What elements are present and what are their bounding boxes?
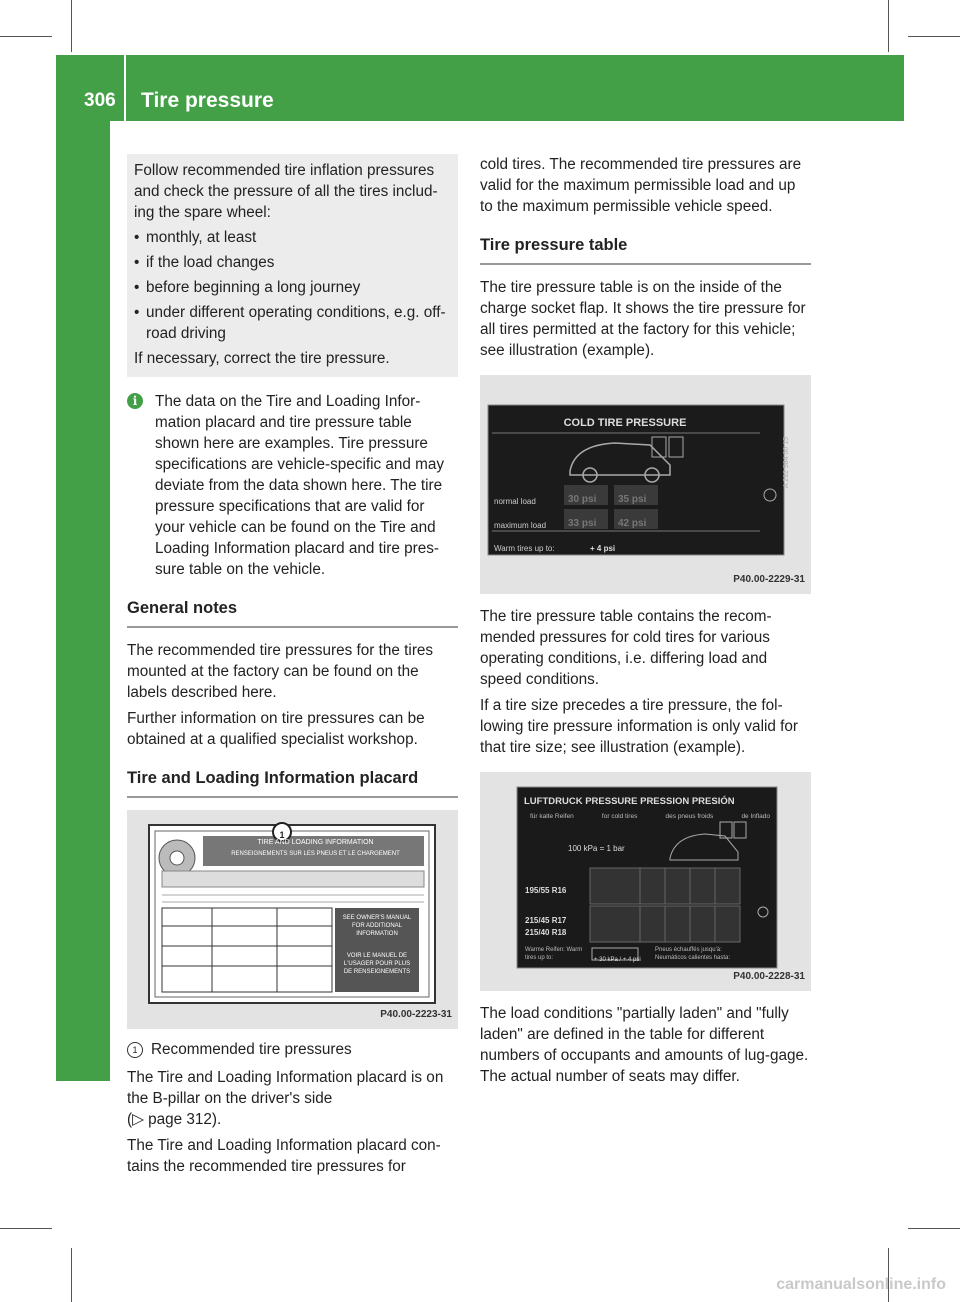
paragraph: If a tire size precedes a tire pressure, the fol-lowing tire pressure information is only valid for that tire size; see illustration (example). xyxy=(480,697,798,756)
page-title: Tire pressure xyxy=(141,89,274,112)
table-title: LUFTDRUCK PRESSURE PRESSION PRESIÓN xyxy=(524,796,735,807)
cold-tire-pressure-illustration xyxy=(480,375,811,594)
placard-title: TIRE AND LOADING INFORMATION xyxy=(257,839,374,846)
pressure-value: 33 psi xyxy=(568,518,597,529)
paragraph: The Tire and Loading Information placard is on the B-pillar on the driver's side xyxy=(127,1069,444,1107)
warm-label: Warme Reifen: Warm tires up to: xyxy=(525,947,583,961)
row-label: maximum load xyxy=(494,521,547,530)
info-note xyxy=(127,391,458,580)
paragraph: The load conditions "partially laden" and "fully laden" are defined in the table for different numbers of occupants and amounts of lug-gage. The actual number of seats may differ. xyxy=(480,1005,809,1085)
left-column xyxy=(127,154,458,1177)
box-outro: If necessary, correct the tire pressure. xyxy=(134,350,390,367)
pressure-value: 30 psi xyxy=(568,494,597,505)
box-intro: Follow recommended tire inflation pressures and check the pressure of all the tires includ-ing the spare wheel: xyxy=(134,162,438,221)
watermark-link[interactable]: carmanualsonline.info xyxy=(776,1276,946,1293)
paragraph: The Tire and Loading Information placard con-tains the recommended tire pressures for xyxy=(127,1137,441,1175)
figure-cold-tire-pressure xyxy=(480,375,811,594)
warm-tires-value: + 4 psi xyxy=(590,544,616,553)
tire-size: 195/55 R16 xyxy=(525,886,567,895)
reminder-box xyxy=(127,154,458,377)
paragraph: The tire pressure table contains the recom-mended pressures for cold tires for various operating conditions, i.e. differing load and speed conditions. xyxy=(480,608,772,688)
figure-code: P40.00-2223-31 xyxy=(380,1009,452,1020)
side-tab-label: Wheels and tires xyxy=(82,581,107,756)
table-title: COLD TIRE PRESSURE xyxy=(563,417,687,429)
list-item: • monthly, at least xyxy=(134,227,451,248)
crop-mark xyxy=(0,36,52,37)
figure-code: P40.00-2228-31 xyxy=(733,971,805,982)
figure-luftdruck-table xyxy=(480,772,811,991)
page-reference[interactable]: (▷ page 312). xyxy=(127,1111,222,1128)
placard-title-fr: RENSEIGNEMENTS SUR LES PNEUS ET LE CHARGEMENT xyxy=(231,851,400,857)
subtitle-de: für kalte Reifen xyxy=(530,813,574,820)
subtitle-en: for cold tires xyxy=(601,813,638,820)
page-number: 306 xyxy=(84,90,116,111)
callout-1: 1 xyxy=(279,830,285,840)
subtitle-es: de Inflado xyxy=(741,813,770,820)
placard-side-text-fr: VOIR LE MANUEL DE L'USAGER POUR PLUS DE RENSEIGNEMENTS xyxy=(343,953,411,975)
warm-label-fr: Pneus échauffés jusqu'à: Neumáticos calientes hasta: xyxy=(655,947,731,961)
paragraph: Further information on tire pressures can be obtained at a qualified specialist workshop. xyxy=(127,710,425,748)
figure-legend xyxy=(127,1039,458,1060)
header-separator xyxy=(124,55,126,121)
figure-code: P40.00-2229-31 xyxy=(733,574,805,585)
subtitle-fr: des pneus froids xyxy=(665,813,714,820)
list-item: • before beginning a long journey xyxy=(134,277,451,298)
section-heading-general-notes: General notes xyxy=(127,598,458,628)
section-heading-table: Tire pressure table xyxy=(480,235,811,265)
crop-mark xyxy=(0,1228,52,1229)
crop-mark xyxy=(71,0,72,52)
list-item: • if the load changes xyxy=(134,252,451,273)
tire-size: 215/40 R18 xyxy=(525,928,567,937)
crop-mark xyxy=(908,36,960,37)
info-note-text: The data on the Tire and Loading Infor-mation placard and tire pressure table shown here are examples. Tire pressure specifications are vehicle-specific and may deviate from the data shown here. The tire pressure specifications that are valid for your vehicle can be found on the Tire and Loading Information placard and tire pres-sure table on the vehicle. xyxy=(155,393,445,578)
figure-placard xyxy=(127,810,458,1029)
legend-text: Recommended tire pressures xyxy=(151,1041,352,1058)
pressure-value: 35 psi xyxy=(618,494,647,505)
row-label: normal load xyxy=(494,497,536,506)
callout-marker: 1 xyxy=(127,1042,143,1058)
row-label: Warm tires up to: xyxy=(494,544,555,553)
pressure-value: 42 psi xyxy=(618,518,647,529)
paragraph: cold tires. The recommended tire pressures are valid for the maximum permissible load and up to the maximum permissible vehicle speed. xyxy=(480,156,802,215)
kpa-conversion: 100 kPa = 1 bar xyxy=(568,844,625,853)
part-number: A 292 584 00 15 xyxy=(783,437,790,488)
paragraph: The recommended tire pressures for the tires mounted at the factory can be found on the labels described here. xyxy=(127,642,434,701)
info-icon: i xyxy=(127,393,143,409)
placard-side-text: SEE OWNER'S MANUAL FOR ADDITIONAL INFORMATION xyxy=(342,915,412,937)
tire-size: 215/45 R17 xyxy=(525,916,567,925)
table-subtitle xyxy=(530,806,770,827)
list-item: • under different operating conditions, e.g. off-road driving xyxy=(134,302,451,344)
warm-value: + 30 kPa / + 4 psi xyxy=(594,957,641,963)
paragraph: The tire pressure table is on the inside of the charge socket flap. It shows the tire pressure for all tires permitted at the factory for this vehicle; see illustration (example). xyxy=(480,279,806,359)
crop-mark xyxy=(908,1228,960,1229)
right-column xyxy=(480,154,811,1087)
crop-mark xyxy=(888,0,889,52)
crop-mark xyxy=(71,1248,72,1302)
section-heading-placard: Tire and Loading Information placard xyxy=(127,768,458,798)
